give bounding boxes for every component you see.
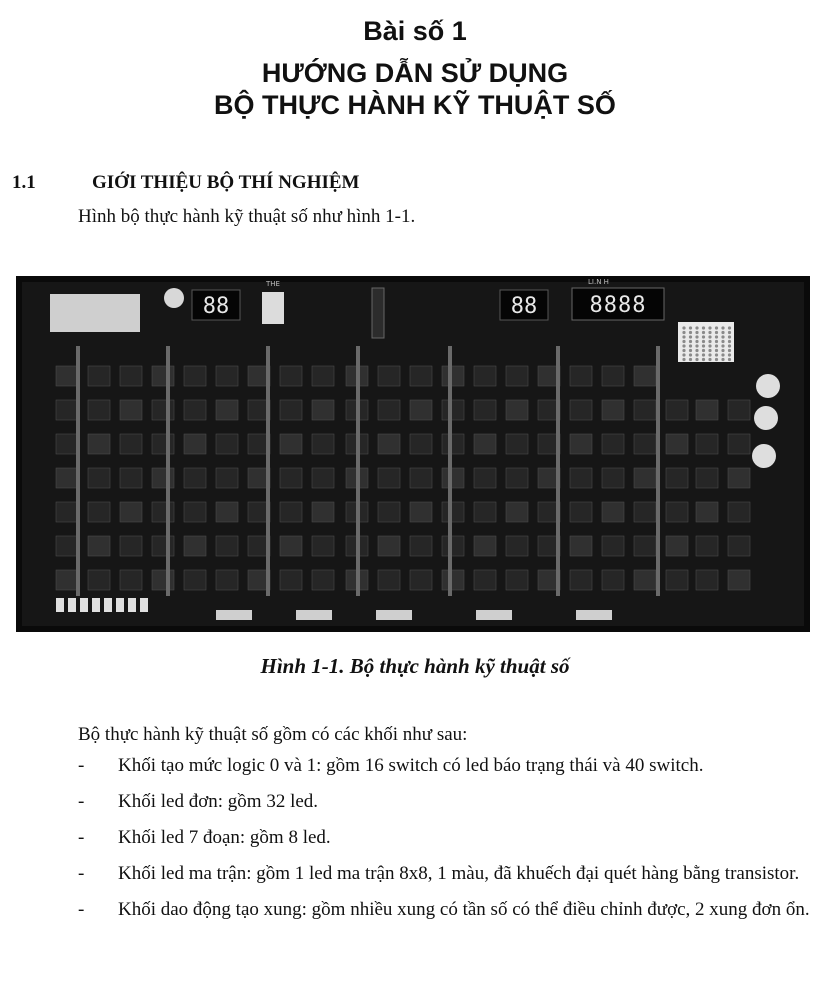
- ic-chip: [56, 434, 78, 454]
- list-bullet: -: [78, 791, 85, 812]
- ic-chip: [666, 536, 688, 556]
- connector-header: [476, 610, 512, 620]
- ic-chip: [120, 570, 142, 590]
- ic-chip: [602, 434, 624, 454]
- ic-chip: [56, 536, 78, 556]
- ic-chip: [410, 366, 432, 386]
- led-dot: [695, 344, 698, 347]
- ic-chip: [474, 536, 496, 556]
- led-dot: [721, 340, 724, 343]
- led-dot: [708, 349, 711, 352]
- list-lead: Bộ thực hành kỹ thuật số gồm có các khối như sau:: [78, 724, 468, 745]
- header-strip: [166, 346, 170, 596]
- ic-chip: [378, 570, 400, 590]
- ic-chip: [378, 468, 400, 488]
- ic-chip: [634, 536, 656, 556]
- ic-chip: [312, 434, 334, 454]
- led-dot: [682, 331, 685, 334]
- led-dot: [689, 340, 692, 343]
- ic-chip: [442, 502, 464, 522]
- list-item-text: Khối dao động tạo xung: gồm nhiều xung có tần số có thể điều chỉnh được, 2 xung đơn ổn.: [118, 899, 810, 920]
- ic-chip: [280, 570, 302, 590]
- ic-chip: [120, 366, 142, 386]
- ic-chip: [410, 502, 432, 522]
- section-number: 1.1: [12, 172, 36, 193]
- ic-chip: [120, 502, 142, 522]
- led-dot: [695, 326, 698, 329]
- section-title: GIỚI THIỆU BỘ THÍ NGHIỆM: [92, 172, 360, 193]
- led-dot: [728, 358, 731, 361]
- ic-chip: [88, 570, 110, 590]
- ic-chip: [216, 400, 238, 420]
- list-item: [0, 790, 830, 814]
- list-item-text: Khối led đơn: gồm 32 led.: [118, 791, 319, 812]
- ic-chip: [506, 468, 528, 488]
- ic-chip: [152, 366, 174, 386]
- ic-chip: [312, 570, 334, 590]
- led-dot: [682, 326, 685, 329]
- ic-chip: [728, 502, 750, 522]
- led-dot: [689, 349, 692, 352]
- led-dot: [682, 335, 685, 338]
- figure-caption: Hình 1-1. Bộ thực hành kỹ thuật số: [260, 654, 570, 678]
- ic-chip: [378, 366, 400, 386]
- buzzer-icon: [164, 288, 184, 308]
- led-dot: [689, 335, 692, 338]
- toggle-switch: [140, 598, 148, 612]
- ic-chip: [280, 400, 302, 420]
- ic-chip: [312, 536, 334, 556]
- ic-chip: [728, 570, 750, 590]
- ic-chip: [474, 468, 496, 488]
- ic-chip: [410, 536, 432, 556]
- ic-chip: [120, 468, 142, 488]
- list-item-text: Khối tạo mức logic 0 và 1: gồm 16 switch có led báo trạng thái và 40 switch.: [118, 755, 704, 776]
- ic-chip: [570, 502, 592, 522]
- led-dot: [728, 326, 731, 329]
- ic-chip: [666, 570, 688, 590]
- ic-chip: [506, 570, 528, 590]
- ic-chip: [602, 536, 624, 556]
- led-dot: [708, 344, 711, 347]
- ic-chip: [88, 502, 110, 522]
- led-dot: [728, 340, 731, 343]
- header-strip: [356, 346, 360, 596]
- potentiometer-knob-3: [752, 444, 776, 468]
- led-dot: [715, 358, 718, 361]
- ic-chip: [216, 434, 238, 454]
- ic-chip: [312, 366, 334, 386]
- ic-chip: [120, 400, 142, 420]
- led-dot: [715, 340, 718, 343]
- connector-header: [216, 610, 252, 620]
- led-dot: [695, 349, 698, 352]
- ic-chip: [506, 536, 528, 556]
- led-dot: [682, 358, 685, 361]
- led-dot: [702, 349, 705, 352]
- ic-chip: [474, 570, 496, 590]
- led-dot: [708, 340, 711, 343]
- led-dot: [721, 349, 724, 352]
- header-strip: [266, 346, 270, 596]
- led-dot: [721, 326, 724, 329]
- ic-chip: [506, 366, 528, 386]
- header-strip: [76, 346, 80, 596]
- ic-chip: [442, 366, 464, 386]
- ic-chip: [56, 468, 78, 488]
- list-item: [0, 826, 830, 850]
- ic-chip: [728, 536, 750, 556]
- led-dot: [702, 353, 705, 356]
- list-item-text: Khối led ma trận: gồm 1 led ma trận 8x8, 1 màu, đã khuếch đại quét hàng bằng transistor.: [118, 863, 800, 884]
- list-item: [0, 862, 830, 886]
- component-list: [0, 754, 830, 934]
- ic-chip: [410, 468, 432, 488]
- ic-chip: [442, 434, 464, 454]
- document-title-line-1: HƯỚNG DẪN SỬ DỤNG: [261, 58, 569, 88]
- led-dot: [715, 335, 718, 338]
- toggle-switch: [68, 598, 76, 612]
- ic-chip: [216, 570, 238, 590]
- ic-chip: [378, 434, 400, 454]
- led-dot: [721, 331, 724, 334]
- ic-chip: [728, 468, 750, 488]
- ic-chip: [184, 468, 206, 488]
- toggle-switch: [104, 598, 112, 612]
- ic-chip: [152, 468, 174, 488]
- led-dot: [721, 353, 724, 356]
- ic-chip: [474, 366, 496, 386]
- list-item-text: Khối led 7 đoạn: gồm 8 led.: [118, 827, 331, 848]
- ic-chip: [634, 570, 656, 590]
- ic-chip: [88, 400, 110, 420]
- ic-chip: [184, 434, 206, 454]
- seven-seg-digits-3: 8888: [589, 293, 647, 318]
- ic-chip: [378, 400, 400, 420]
- header-strip: [448, 346, 452, 596]
- led-dot: [721, 358, 724, 361]
- connector-header: [296, 610, 332, 620]
- ic-chip: [120, 536, 142, 556]
- ic-chip: [696, 468, 718, 488]
- led-dot: [715, 344, 718, 347]
- toggle-switch: [128, 598, 136, 612]
- connector-header: [376, 610, 412, 620]
- led-dot: [708, 358, 711, 361]
- ic-chip: [696, 536, 718, 556]
- led-matrix: [678, 322, 734, 362]
- ic-chip: [152, 570, 174, 590]
- ic-chip: [634, 468, 656, 488]
- ic-chip: [634, 502, 656, 522]
- ic-chip: [634, 366, 656, 386]
- led-dot: [702, 326, 705, 329]
- led-dot: [728, 335, 731, 338]
- ic-chip: [280, 434, 302, 454]
- ic-chip: [56, 366, 78, 386]
- led-dot: [682, 353, 685, 356]
- led-dot: [695, 335, 698, 338]
- led-dot: [702, 331, 705, 334]
- lesson-number: Bài số 1: [363, 16, 467, 46]
- led-dot: [708, 326, 711, 329]
- led-dot: [689, 358, 692, 361]
- ic-chip: [88, 434, 110, 454]
- ic-chip: [696, 570, 718, 590]
- toggle-switch: [56, 598, 64, 612]
- ic-chip: [312, 400, 334, 420]
- ic-chip: [280, 502, 302, 522]
- ic-chip: [442, 536, 464, 556]
- led-dot: [708, 353, 711, 356]
- ic-chip: [88, 366, 110, 386]
- ic-chip: [184, 536, 206, 556]
- led-dot: [715, 331, 718, 334]
- led-dot: [728, 344, 731, 347]
- ic-chip: [696, 502, 718, 522]
- ic-chip: [602, 502, 624, 522]
- ic-chip: [378, 536, 400, 556]
- ic-chip: [506, 400, 528, 420]
- ic-chip: [570, 366, 592, 386]
- ic-chip: [728, 434, 750, 454]
- ic-chip: [506, 434, 528, 454]
- seven-seg-digits-1: 88: [202, 294, 230, 319]
- ic-chip: [56, 502, 78, 522]
- section-intro: Hình bộ thực hành kỹ thuật số như hình 1-1.: [78, 206, 416, 227]
- ic-chip: [312, 502, 334, 522]
- list-bullet: -: [78, 755, 85, 776]
- ic-chip: [56, 570, 78, 590]
- ic-chip: [666, 468, 688, 488]
- led-dot: [689, 326, 692, 329]
- header-strip: [556, 346, 560, 596]
- potentiometer-knob-1: [756, 374, 780, 398]
- led-dot: [708, 335, 711, 338]
- ic-chip: [152, 536, 174, 556]
- ic-chip: [216, 502, 238, 522]
- ic-chip: [152, 502, 174, 522]
- ic-chip: [666, 502, 688, 522]
- ic-chip: [506, 502, 528, 522]
- dip-switch: [262, 292, 284, 324]
- ic-chip: [410, 400, 432, 420]
- ic-chip: [442, 570, 464, 590]
- section-heading: [12, 172, 359, 194]
- ic-chip: [602, 570, 624, 590]
- ic-chip: [312, 468, 334, 488]
- led-dot: [721, 335, 724, 338]
- ic-chip: [216, 366, 238, 386]
- ic-chip: [570, 434, 592, 454]
- ic-chip: [378, 502, 400, 522]
- led-dot: [689, 353, 692, 356]
- toggle-switch: [92, 598, 100, 612]
- led-dot: [715, 349, 718, 352]
- header-strip: [656, 346, 660, 596]
- led-dot: [702, 358, 705, 361]
- ic-chip: [280, 536, 302, 556]
- led-dot: [702, 335, 705, 338]
- ic-chip: [666, 434, 688, 454]
- ic-chip: [216, 536, 238, 556]
- ic-chip: [280, 366, 302, 386]
- led-dot: [728, 349, 731, 352]
- toggle-switch: [80, 598, 88, 612]
- list-bullet: -: [78, 863, 85, 884]
- led-dot: [689, 344, 692, 347]
- ic-chip: [410, 570, 432, 590]
- list-bullet: -: [78, 827, 85, 848]
- led-dot: [695, 353, 698, 356]
- ic-chip: [602, 366, 624, 386]
- ic-chip: [88, 468, 110, 488]
- led-dot: [721, 344, 724, 347]
- led-dot: [715, 353, 718, 356]
- ic-chip: [442, 468, 464, 488]
- ic-socket: [372, 288, 384, 338]
- led-dot: [708, 331, 711, 334]
- ic-chip: [728, 400, 750, 420]
- ic-chip: [216, 468, 238, 488]
- ic-chip: [410, 434, 432, 454]
- ic-chip: [152, 434, 174, 454]
- ic-chip: [474, 434, 496, 454]
- ic-chip: [184, 400, 206, 420]
- led-dot: [682, 349, 685, 352]
- ic-chip: [120, 434, 142, 454]
- ic-chip: [634, 400, 656, 420]
- seven-seg-digits-2: 88: [510, 294, 538, 319]
- ic-chip: [280, 468, 302, 488]
- ic-chip: [56, 400, 78, 420]
- board-photo: [16, 276, 810, 632]
- board-label-lin: LI.N H: [588, 278, 609, 286]
- led-dot: [715, 326, 718, 329]
- ic-chip: [666, 400, 688, 420]
- list-item: [0, 754, 830, 778]
- ic-chip: [184, 570, 206, 590]
- ic-chip: [570, 570, 592, 590]
- board-label-the: THE: [266, 280, 280, 288]
- ic-chip: [184, 366, 206, 386]
- led-dot: [689, 331, 692, 334]
- led-dot: [728, 353, 731, 356]
- connector-header: [576, 610, 612, 620]
- led-dot: [695, 358, 698, 361]
- document-title-line-2: BỘ THỰC HÀNH KỸ THUẬT SỐ: [214, 90, 616, 120]
- potentiometer-knob-2: [754, 406, 778, 430]
- ic-chip: [442, 400, 464, 420]
- ic-chip: [570, 400, 592, 420]
- ic-chip: [634, 434, 656, 454]
- led-dot: [728, 331, 731, 334]
- ic-chip: [602, 468, 624, 488]
- led-dot: [695, 331, 698, 334]
- switch-block: [50, 294, 140, 332]
- ic-chip: [696, 434, 718, 454]
- ic-chip: [570, 468, 592, 488]
- list-item: [0, 898, 830, 922]
- ic-chip: [474, 400, 496, 420]
- ic-chip: [474, 502, 496, 522]
- toggle-switch: [116, 598, 124, 612]
- ic-chip: [88, 536, 110, 556]
- ic-chip: [570, 536, 592, 556]
- ic-chip: [602, 400, 624, 420]
- ic-chip: [152, 400, 174, 420]
- led-dot: [682, 344, 685, 347]
- list-bullet: -: [78, 899, 85, 920]
- led-dot: [695, 340, 698, 343]
- ic-chip: [184, 502, 206, 522]
- led-dot: [702, 340, 705, 343]
- ic-chip: [696, 400, 718, 420]
- led-dot: [702, 344, 705, 347]
- led-dot: [682, 340, 685, 343]
